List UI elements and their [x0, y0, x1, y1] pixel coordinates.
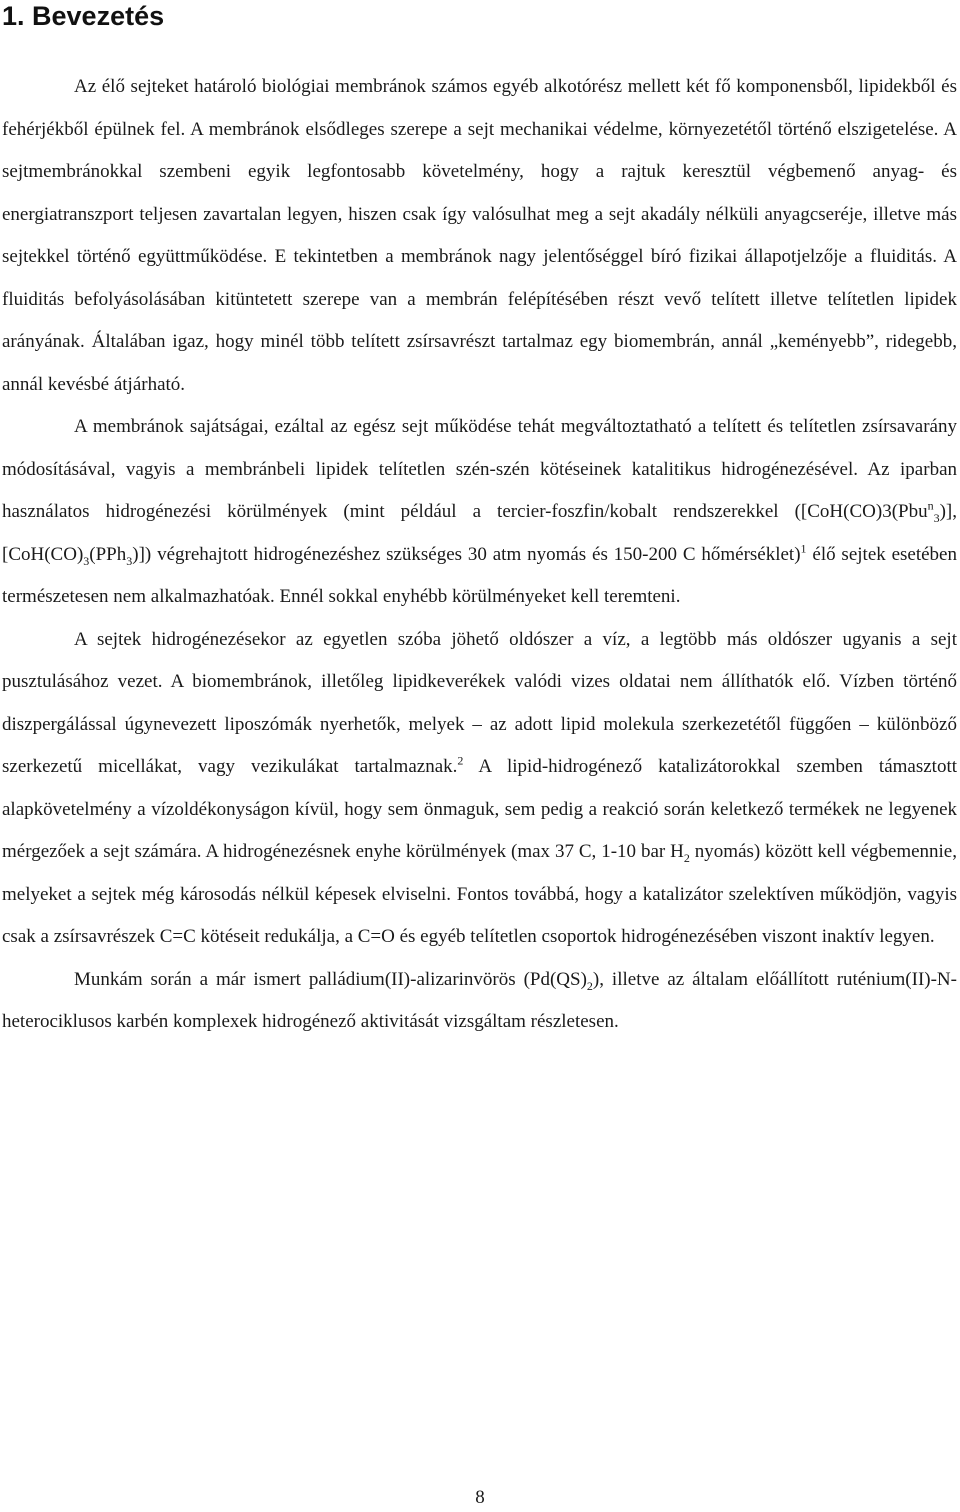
paragraph-3-text-c: nyomás) között kell végbemennie, melyeket a sejtek még károsodás nélkül képesek elviselni. Fontos továbbá, hogy a katalizátor szelektíven működjön, vagyis csak a zsírsavrészek C=C kötéseit redukálja, a C=O és egyéb telítetlen csoportok hidrogénezésében viszont inaktív legyen. [2, 841, 957, 947]
paragraph-2 [2, 406, 957, 619]
subscript-3: 3 [126, 553, 133, 568]
paragraph-2-text-b: )], [CoH(CO) [2, 501, 957, 565]
paragraph-4-text-b: ), illetve az általam előállított ruténium(II)-N-heterociklusos karbén komplexek hidrogénező aktivitását vizsgáltam részletesen. [2, 968, 957, 1032]
section-heading: 1. Bevezetés [2, 1, 165, 31]
document-body [2, 66, 957, 1044]
superscript-n: n [927, 498, 934, 513]
subscript-2: 2 [586, 978, 593, 993]
paragraph-4-text-a: Munkám során a már ismert palládium(II)-alizarinvörös (Pd(QS) [74, 968, 587, 990]
paragraph-1: Az élő sejteket határoló biológiai membránok számos egyéb alkotórész mellett két fő komponensből, lipidekből és fehérjékből épülnek fel. A membránok elsődleges szerepe a sejt mechanikai védelme, környezetétől történő elszigetelése. A sejtmembránokkal szembeni egyik legfontosabb követelmény, hogy a rajtuk keresztül végbemenő anyag- és energiatranszport teljesen zavartalan legyen, hiszen csak így valósulhat meg a sejt akadály nélküli anyagcseréje, illetve más sejtekkel történő együttműködése. E tekintetben a membránok nagy jelentőséggel bíró fizikai állapotjelzője a fluiditás. A fluiditás befolyásolásában kitüntetett szerepe van a membrán felépítésében részt vevő telített illetve telítetlen lipidek arányának. Általában igaz, hogy minél több telített zsírsavrészt tartalmaz egy biomembrán, annál „keményebb”, ridegebb, annál kevésbé átjárható. [2, 76, 957, 395]
reference-marker-2: 2 [457, 753, 464, 768]
paragraph-2-text-c: (PPh [89, 543, 127, 565]
paragraph-2-text-a: A membránok sajátságai, ezáltal az egész sejt működése tehát megváltoztatható a telített és telítetlen zsírsavarány módosításával, vagyis a membránbeli lipidek telítetlen szén-szén kötéseinek katalitikus hidrogénezésével. Az iparban használatos hidrogénezési körülmények (mint például a tercier-foszfin/kobalt rendszerekkel ([CoH(CO)3(Pbu [2, 416, 957, 522]
page-number: 8 [475, 1487, 485, 1508]
reference-marker-1: 1 [800, 541, 807, 556]
paragraph-2-text-d: )]) végrehajtott hidrogénezéshez szükséges 30 atm nyomás és 150-200 C hőmérséklet) [132, 543, 801, 565]
paragraph-3-text-a: A sejtek hidrogénezésekor az egyetlen szóba jöhető oldószer a víz, a legtöbb más oldószer ugyanis a sejt pusztulásához vezet. A biomembránok, illetőleg lipidkeverékek valódi vizes oldatai nem állíthatók elő. Vízben történő diszpergálással úgynevezett liposzómák nyerhetők, melyek – az adott lipid molekula szerkezetétől függően – különböző szerkezetű micellákat, vagy vezikulákat tartalmaznak. [2, 628, 957, 777]
subscript-2: 2 [683, 850, 690, 865]
subscript-3: 3 [83, 553, 90, 568]
paragraph-3 [2, 619, 957, 959]
paragraph-2-text-e: élő sejtek esetében természetesen nem alkalmazhatóak. Ennél sokkal enyhébb körülményeket kell teremteni. [2, 543, 957, 607]
subscript-3: 3 [933, 510, 940, 525]
paragraph-4 [2, 959, 957, 1044]
paragraph-3-text-b: A lipid-hidrogénező katalizátorokkal szemben támasztott alapkövetelmény a vízoldékonyságon kívül, hogy sem önmaguk, sem pedig a reakció során keletkező termékek ne legyenek mérgezőek a sejt számára. A hidrogénezésnek enyhe körülmények (max 37 C, 1-10 bar H [2, 756, 958, 862]
